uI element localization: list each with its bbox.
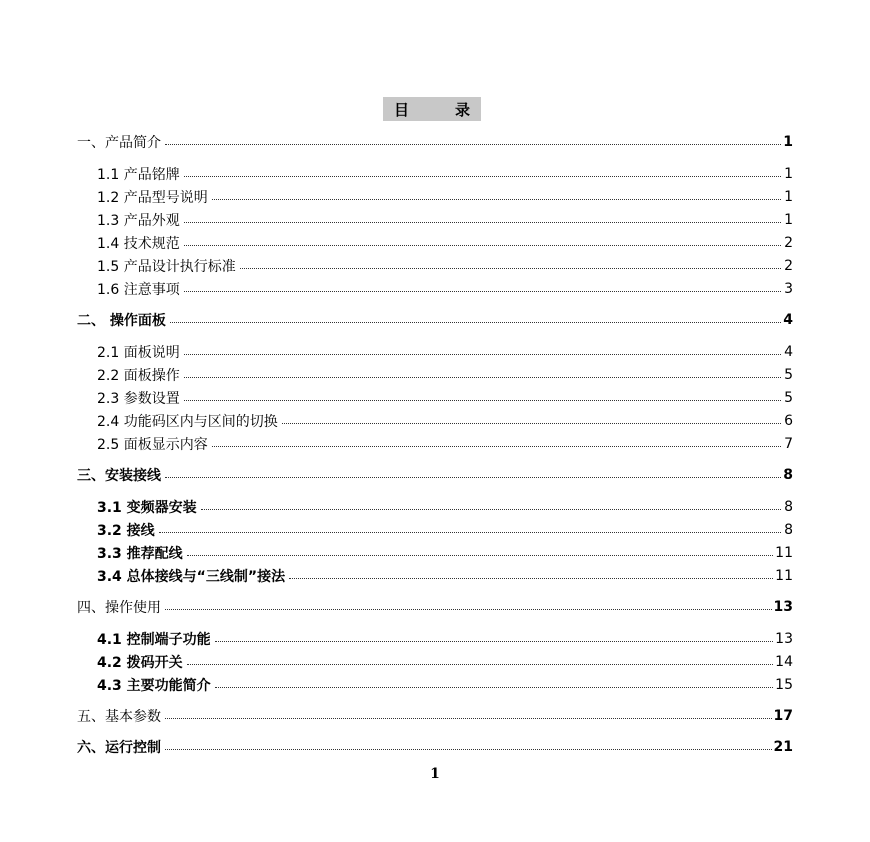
toc-entry[interactable] [0, 232, 870, 254]
page-number: 1 [430, 766, 440, 782]
toc-entry-label: 一、产品简介 [77, 135, 161, 151]
toc-leader-dots [165, 749, 772, 750]
toc-entry-page: 3 [784, 281, 793, 297]
toc-entry[interactable] [0, 705, 870, 727]
toc-entry[interactable] [0, 278, 870, 300]
toc-entry[interactable] [0, 542, 870, 564]
toc-leader-dots [165, 477, 781, 478]
toc-entry[interactable] [0, 131, 870, 153]
toc-entry-page: 1 [783, 134, 793, 150]
toc-entry[interactable] [0, 565, 870, 587]
toc-entry[interactable] [0, 341, 870, 363]
toc-entry[interactable] [0, 674, 870, 696]
toc-entry-label: 二、 操作面板 [77, 313, 166, 329]
toc-entry[interactable] [0, 255, 870, 277]
toc-entry-label: 六、运行控制 [77, 740, 161, 756]
toc-entry[interactable] [0, 651, 870, 673]
toc-entry[interactable] [0, 519, 870, 541]
toc-entry-label: 三、安装接线 [77, 468, 161, 484]
toc-entry-label: 1.2 产品型号说明 [97, 190, 208, 206]
toc-entry-label: 四、操作使用 [77, 600, 161, 616]
toc-entry-label: 2.3 参数设置 [97, 391, 180, 407]
toc-title-char: 录 [455, 100, 471, 119]
toc-entry-label: 3.3 推荐配线 [97, 546, 183, 562]
toc-entry-label: 2.2 面板操作 [97, 368, 180, 384]
toc-entry-page: 8 [784, 522, 793, 538]
toc-entry-page: 8 [783, 467, 793, 483]
toc-entry-page: 4 [784, 344, 793, 360]
toc-entry[interactable] [0, 209, 870, 231]
toc-entry[interactable] [0, 163, 870, 185]
toc-leader-dots [282, 423, 781, 424]
toc-leader-dots [165, 609, 772, 610]
toc-entry[interactable] [0, 628, 870, 650]
toc-entry-label: 3.2 接线 [97, 523, 155, 539]
toc-entry[interactable] [0, 736, 870, 758]
toc-entry-label: 1.4 技术规范 [97, 236, 180, 252]
toc-leader-dots [212, 446, 781, 447]
toc-entry[interactable] [0, 186, 870, 208]
toc-leader-dots [184, 222, 781, 223]
toc-entry[interactable] [0, 309, 870, 331]
toc-leader-dots [184, 176, 781, 177]
toc-entry-page: 6 [784, 413, 793, 429]
toc-leader-dots [187, 664, 773, 665]
toc-leader-dots [159, 532, 781, 533]
toc-entry[interactable] [0, 464, 870, 486]
toc-entry-page: 1 [784, 166, 793, 182]
toc-leader-dots [187, 555, 773, 556]
toc-entry-page: 21 [773, 739, 793, 755]
toc-leader-dots [215, 641, 773, 642]
toc-leader-dots [289, 578, 773, 579]
toc-leader-dots [184, 400, 781, 401]
toc-entry-label: 1.1 产品铭牌 [97, 167, 180, 183]
toc-entry-page: 17 [773, 708, 793, 724]
toc-entry-label: 4.1 控制端子功能 [97, 632, 211, 648]
toc-leader-dots [170, 322, 781, 323]
toc-entry[interactable] [0, 387, 870, 409]
toc-title-char: 目 [393, 100, 409, 119]
toc-entry-label: 2.1 面板说明 [97, 345, 180, 361]
toc-entry-page: 13 [773, 599, 793, 615]
toc-entry-label: 五、基本参数 [77, 709, 161, 725]
toc-leader-dots [165, 718, 772, 719]
toc-entry-page: 4 [783, 312, 793, 328]
toc-entry-label: 3.1 变频器安装 [97, 500, 197, 516]
toc-leader-dots [184, 377, 781, 378]
toc-entry-page: 1 [784, 189, 793, 205]
toc-entry-page: 11 [775, 568, 793, 584]
toc-entry-page: 11 [775, 545, 793, 561]
toc-entry-label: 1.5 产品设计执行标准 [97, 259, 236, 275]
toc-leader-dots [240, 268, 781, 269]
toc-entry-page: 2 [784, 235, 793, 251]
toc-leader-dots [184, 291, 781, 292]
toc-entry[interactable] [0, 496, 870, 518]
toc-leader-dots [165, 144, 781, 145]
toc-entry-label: 1.3 产品外观 [97, 213, 180, 229]
toc-entry-page: 15 [775, 677, 793, 693]
toc-entry-page: 5 [784, 390, 793, 406]
toc-leader-dots [184, 245, 781, 246]
toc-leader-dots [201, 509, 781, 510]
toc-entry-label: 2.5 面板显示内容 [97, 437, 208, 453]
toc-entry[interactable] [0, 364, 870, 386]
toc-entry-label: 2.4 功能码区内与区间的切换 [97, 414, 278, 430]
toc-entry-page: 7 [784, 436, 793, 452]
toc-entry-label: 1.6 注意事项 [97, 282, 180, 298]
toc-entry[interactable] [0, 410, 870, 432]
toc-leader-dots [184, 354, 781, 355]
toc-entry-page: 14 [775, 654, 793, 670]
toc-entry-page: 8 [784, 499, 793, 515]
toc-leader-dots [212, 199, 781, 200]
toc-entry-page: 1 [784, 212, 793, 228]
toc-entry-page: 13 [775, 631, 793, 647]
toc-entry-label: 4.2 拨码开关 [97, 655, 183, 671]
toc-entry[interactable] [0, 596, 870, 618]
toc-entry-page: 5 [784, 367, 793, 383]
toc-title [383, 97, 481, 121]
toc-entry-label: 4.3 主要功能简介 [97, 678, 211, 694]
toc-entry[interactable] [0, 433, 870, 455]
toc-leader-dots [215, 687, 773, 688]
toc-entry-page: 2 [784, 258, 793, 274]
toc-entry-label: 3.4 总体接线与“三线制”接法 [97, 569, 286, 585]
